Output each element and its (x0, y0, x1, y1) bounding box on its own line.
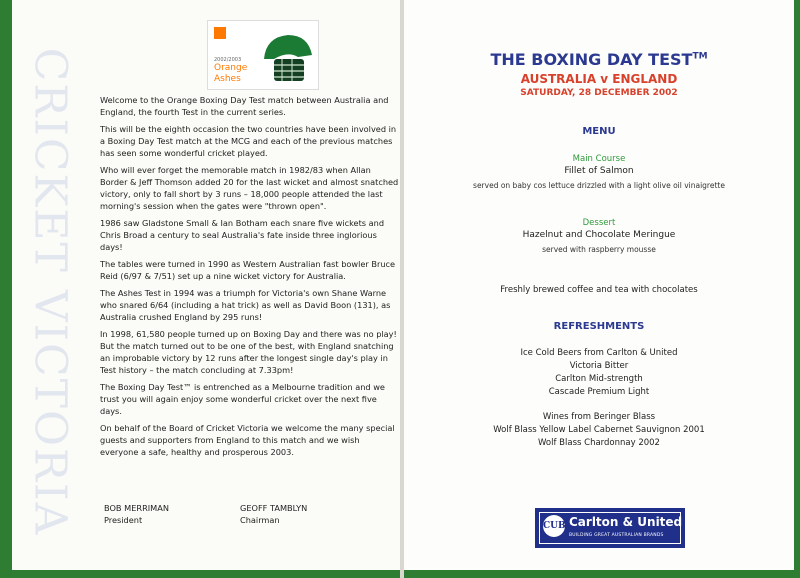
paragraph: The Boxing Day Test™ is entrenched as a Melbourne tradition and we trust you will again enjoy some wonderful cricket over the next five days. (100, 382, 385, 416)
beer-item: Ice Cold Beers from Carlton & United (520, 348, 678, 358)
match-subtitle: AUSTRALIA v ENGLAND (520, 72, 678, 86)
dessert-dish: Hazelnut and Chocolate Meringue (522, 230, 676, 240)
wine-item: Wines from Beringer Blass (542, 412, 656, 422)
dessert-description: served with raspberry mousse (542, 245, 656, 254)
wine-item: Wolf Blass Chardonnay 2002 (538, 438, 660, 448)
signature-chairman (240, 502, 307, 526)
paragraph: Welcome to the Orange Boxing Day Test match between Australia and England, the fourth Test in the current series. (100, 95, 389, 117)
menu-title: THE BOXING DAY TEST™ (490, 50, 708, 69)
main-course-label: Main Course (572, 154, 626, 164)
sponsor-name: Carlton & United (569, 515, 683, 529)
beer-item: Cascade Premium Light (548, 387, 650, 397)
match-date: SATURDAY, 28 DECEMBER 2002 (520, 88, 678, 98)
carlton-united-logo (535, 508, 685, 548)
signature-name: GEOFF TAMBLYN (240, 503, 308, 513)
sponsor-tagline: BUILDING GREAT AUSTRALIAN BRANDS (569, 533, 664, 538)
main-course-dish: Fillet of Salmon (564, 166, 634, 176)
signature-president (104, 502, 169, 526)
paragraph: The tables were turned in 1990 as Western Australian fast bowler Bruce Reid (6/97 & 7/51) set up a nine wicket victory for Australia. (100, 259, 396, 281)
logo-years: 2002/2003 (214, 57, 242, 63)
signature-role: President (104, 515, 143, 525)
orange-square-icon (214, 27, 226, 39)
cricket-victoria-watermark: CRICKET VICTORIA (24, 47, 76, 537)
right-page (404, 0, 794, 570)
welcome-text (100, 94, 400, 463)
beer-item: Victoria Bitter (569, 361, 629, 371)
signature-name: BOB MERRIMAN (104, 503, 169, 513)
paragraph: The Ashes Test in 1994 was a triumph for Victoria's own Shane Warne who snared 6/64 (including a hat trick) as well as David Boon (131), as Australia crushed England by 295 runs! (100, 288, 391, 322)
wine-item: Wolf Blass Yellow Label Cabernet Sauvignon 2001 (493, 425, 705, 435)
paragraph: In 1998, 61,580 people turned up on Boxing Day and there was no play! But the match turned out to be one of the best, with England snatching an improbable victory by 12 runs after the longest single day's play in Test history – the match concluding at 7.33pm! (100, 329, 397, 375)
main-course-description: served on baby cos lettuce drizzled with a light olive oil vinaigrette (473, 181, 725, 190)
refreshments-heading: REFRESHMENTS (553, 321, 645, 332)
beer-item: Carlton Mid-strength (555, 374, 643, 384)
logo-series: Ashes (214, 74, 241, 84)
coffee-line: Freshly brewed coffee and tea with chocolates (500, 285, 698, 295)
signature-role: Chairman (240, 515, 280, 525)
logo-brand: Orange (214, 63, 248, 73)
paragraph: Who will ever forget the memorable match in 1982/83 when Allan Border & Jeff Thomson added 20 for the last wicket and almost snatched victory, only to fall short by 3 runs – 18,000 people attended the last morning's session when the gates were "thrown open". (100, 165, 399, 211)
dessert-label: Dessert (582, 218, 616, 228)
paragraph: On behalf of the Board of Cricket Victoria we welcome the many special guests and supporters from England to this match and we wish everyone a safe, healthy and prosperous 2003. (100, 423, 395, 457)
paragraph: This will be the eighth occasion the two countries have been involved in a Boxing Day Test match at the MCG and each of the previous matches has seen some wonderful cricket played. (100, 124, 397, 158)
left-page (12, 0, 400, 570)
orange-ashes-logo (207, 20, 319, 90)
cricket-helmet-icon (258, 29, 314, 85)
cub-badge-icon: CUB (543, 515, 565, 537)
paragraph: 1986 saw Gladstone Small & Ian Botham each snare five wickets and Chris Broad a century to seal Australia's fate inside three inglorious days! (100, 218, 385, 252)
menu-heading: MENU (582, 126, 616, 137)
